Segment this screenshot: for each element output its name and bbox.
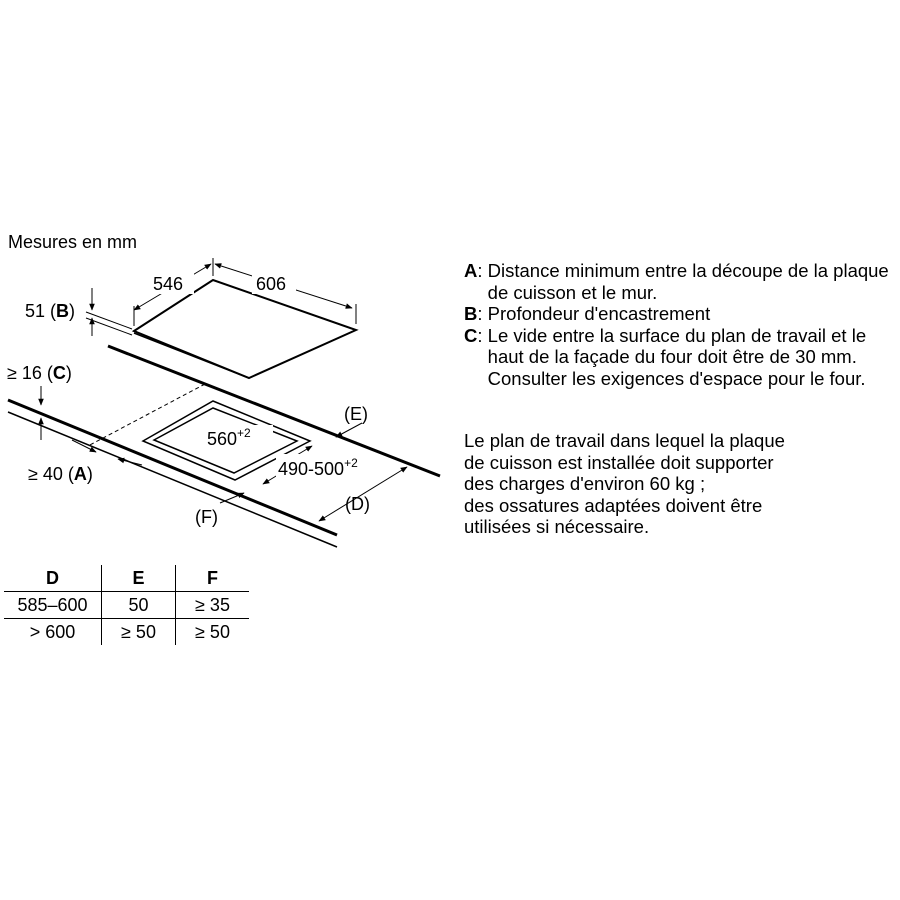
cutout-width-tolerance: +2: [237, 426, 251, 440]
table-header: F: [176, 565, 250, 592]
e-label: (E): [344, 404, 368, 424]
c-end: ): [65, 363, 72, 383]
note-line: utilisées si nécessaire.: [464, 516, 650, 538]
load-note: [464, 430, 894, 538]
b-end: ): [69, 301, 76, 321]
table-cell: 50: [102, 592, 176, 619]
b-value: 51 (: [25, 301, 57, 321]
units-label: Mesures en mm: [8, 232, 138, 252]
legend-key: A: [464, 260, 478, 281]
svg-text:≥ 16 (C): [7, 363, 72, 383]
svg-text:51 (B): [25, 301, 75, 321]
cutout-width-value: 560: [207, 429, 238, 449]
table-cell: ≥ 50: [176, 619, 250, 646]
c-value: ≥ 16 (: [7, 363, 53, 383]
depth-value: 546: [153, 274, 184, 294]
cooktop: [134, 280, 356, 378]
legend: [464, 260, 894, 390]
c-key: C: [52, 363, 66, 383]
legend-key: B: [464, 303, 478, 325]
note-line: Le plan de travail dans lequel la plaque: [464, 430, 785, 451]
dimension-table: [4, 565, 249, 645]
cutout-depth-value: 490-500: [278, 459, 345, 479]
legend-text: Distance minimum entre la découpe de la plaque de cuisson et le mur.: [487, 260, 889, 303]
table-cell: 585–600: [4, 592, 102, 619]
table-row: [4, 619, 249, 646]
dimension-e: [336, 404, 368, 437]
table-header: D: [46, 567, 59, 588]
a-end: ): [86, 464, 93, 484]
legend-item-a: A : Distance minimum entre la découpe de la plaque de cuisson et le mur.: [464, 260, 894, 303]
a-key: A: [73, 464, 87, 484]
legend-item-c: C : Le vide entre la surface du plan de travail et le haut de la façade du four doit être de 30 mm. Consulter les exigences d'espace pour le four.: [464, 325, 894, 390]
legend-item-b: B : Profondeur d'encastrement: [464, 303, 894, 325]
table-cell: ≥ 50: [102, 619, 176, 646]
dimension-b: [25, 288, 132, 336]
svg-text:≥ 40 (A): [28, 464, 93, 484]
a-value: ≥ 40 (: [28, 464, 74, 484]
b-key: B: [56, 301, 70, 321]
note-line: des charges d'environ 60 kg ;: [464, 473, 706, 495]
f-label: (F): [195, 507, 218, 527]
width-value: 606: [256, 274, 287, 294]
table-header: E: [102, 565, 176, 592]
legend-text: Profondeur d'encastrement: [487, 303, 711, 325]
table-header-row: [4, 565, 249, 592]
table-row: [4, 592, 249, 619]
note-line: des ossatures adaptées doivent être: [464, 494, 763, 516]
table-cell: > 600: [4, 619, 102, 646]
table-cell: ≥ 35: [176, 592, 250, 619]
legend-key: C: [464, 324, 478, 346]
cutout-depth-tolerance: +2: [344, 456, 358, 470]
note-line: de cuisson est installée doit supporter: [464, 451, 774, 473]
legend-text: Le vide entre la surface du plan de travail et le haut de la façade du four doit être de 30 mm. Consulter les exigences d'espace pour le four.: [487, 324, 867, 389]
dimension-c: [7, 363, 72, 440]
d-label: (D): [345, 494, 370, 514]
